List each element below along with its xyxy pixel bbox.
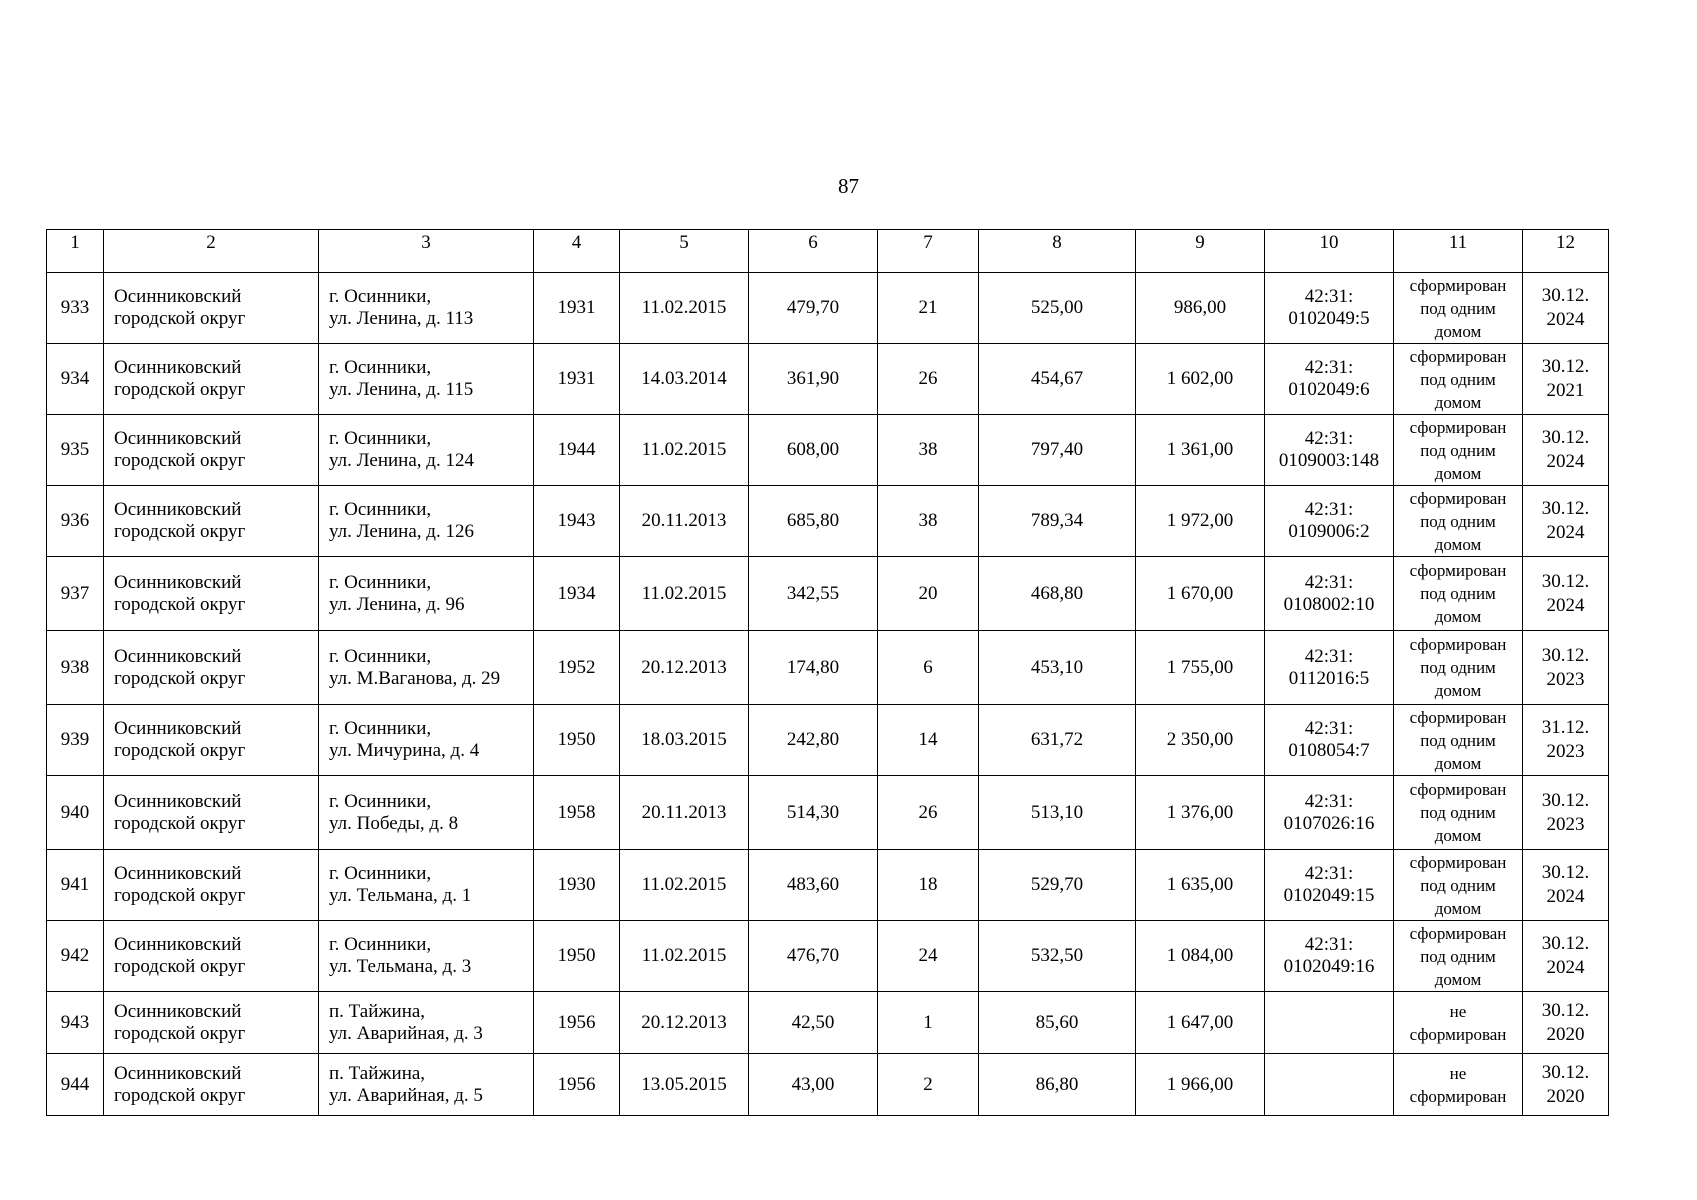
value-8-cell: 454,67 [979, 344, 1136, 415]
address-cell [319, 850, 534, 921]
deadline-cell-line: 30.12. [1541, 862, 1590, 883]
cadastral-cell [1265, 850, 1394, 921]
cadastral-cell-line: 0102049:15 [1283, 885, 1375, 906]
status-cell-line: под одним [1420, 511, 1496, 531]
address-cell [319, 1054, 534, 1116]
row-number: 944 [47, 1054, 104, 1116]
status-cell-line: сформирован [1409, 561, 1507, 580]
deadline-cell-line: 30.12. [1541, 356, 1590, 377]
value-6-cell: 514,30 [749, 776, 878, 850]
status-cell-line: не [1449, 1001, 1467, 1021]
municipality-cell-line: городской округ [114, 667, 246, 689]
address-cell-line: г. Осинники, [329, 571, 432, 593]
cadastral-cell-line: 42:31: [1304, 357, 1354, 378]
cadastral-cell-line: 42:31: [1304, 718, 1354, 739]
deadline-cell-line: 2024 [1546, 451, 1585, 472]
cadastral-cell-line: 42:31: [1304, 863, 1354, 884]
date-cell: 11.02.2015 [620, 850, 749, 921]
cadastral-cell-line: 0102049:6 [1288, 379, 1370, 400]
status-cell-line: под одним [1420, 946, 1496, 966]
value-8-cell: 789,34 [979, 486, 1136, 557]
address-cell [319, 344, 534, 415]
cadastral-cell [1265, 344, 1394, 415]
value-7-cell: 21 [878, 273, 979, 344]
deadline-cell-line: 2023 [1546, 813, 1585, 835]
address-cell-line: г. Осинники, [329, 934, 432, 955]
cadastral-cell [1265, 921, 1394, 992]
status-cell-line: сформирован [1409, 707, 1507, 727]
deadline-cell-line: 2024 [1546, 309, 1585, 330]
address-cell-line: г. Осинники, [329, 790, 432, 812]
deadline-cell-line: 30.12. [1541, 427, 1590, 448]
deadline-cell-line: 2024 [1546, 594, 1585, 616]
status-cell-line: сформирован [1409, 635, 1507, 654]
municipality-cell-line: городской округ [114, 740, 246, 761]
deadline-cell [1523, 1054, 1609, 1116]
address-cell [319, 557, 534, 631]
table-row [47, 850, 1609, 921]
municipality-cell [104, 705, 319, 776]
cadastral-cell-line: 0108054:7 [1288, 740, 1370, 761]
municipality-cell-line: городской округ [114, 379, 246, 400]
municipality-cell-line: городской округ [114, 956, 246, 977]
row-number: 935 [47, 415, 104, 486]
value-6-cell: 685,80 [749, 486, 878, 557]
deadline-cell-line: 2024 [1546, 886, 1585, 907]
value-7-cell: 26 [878, 344, 979, 415]
deadline-cell-line: 30.12. [1541, 789, 1590, 811]
value-8-cell: 631,72 [979, 705, 1136, 776]
address-cell [319, 415, 534, 486]
municipality-cell [104, 631, 319, 705]
address-cell-line: г. Осинники, [329, 863, 432, 884]
register-table [46, 229, 1609, 1116]
municipality-cell [104, 415, 319, 486]
deadline-cell-line: 2024 [1546, 957, 1585, 978]
municipality-cell-line: городской округ [114, 1084, 246, 1106]
status-cell-line: под одним [1420, 584, 1496, 603]
status-cell [1394, 776, 1523, 850]
status-cell-line: домом [1434, 753, 1482, 773]
deadline-cell [1523, 486, 1609, 557]
municipality-cell-line: Осинниковский [114, 428, 242, 449]
column-header: 12 [1523, 230, 1609, 273]
status-cell-line: сформирован [1409, 275, 1507, 295]
row-number: 940 [47, 776, 104, 850]
date-cell: 20.11.2013 [620, 486, 749, 557]
municipality-cell [104, 992, 319, 1054]
status-cell-line: сформирован [1409, 417, 1507, 437]
year-cell: 1931 [534, 273, 620, 344]
municipality-cell [104, 344, 319, 415]
address-cell-line: ул. Тельмана, д. 3 [329, 956, 472, 977]
address-cell-line: ул. Победы, д. 8 [329, 812, 459, 834]
table-row [47, 344, 1609, 415]
municipality-cell-line: Осинниковский [114, 1062, 242, 1084]
value-9-cell: 1 084,00 [1136, 921, 1265, 992]
deadline-cell-line: 2020 [1546, 1023, 1585, 1045]
municipality-cell-line: Осинниковский [114, 934, 242, 955]
municipality-cell-line: Осинниковский [114, 1000, 242, 1022]
date-cell: 13.05.2015 [620, 1054, 749, 1116]
deadline-cell-line: 2021 [1546, 380, 1585, 401]
deadline-cell-line: 2024 [1546, 522, 1585, 543]
column-header: 2 [104, 230, 319, 273]
value-6-cell: 608,00 [749, 415, 878, 486]
address-cell-line: г. Осинники, [329, 428, 432, 449]
year-cell: 1943 [534, 486, 620, 557]
status-cell [1394, 557, 1523, 631]
status-cell-line: домом [1434, 463, 1482, 483]
deadline-cell [1523, 344, 1609, 415]
value-7-cell: 2 [878, 1054, 979, 1116]
year-cell: 1958 [534, 776, 620, 850]
municipality-cell-line: городской округ [114, 450, 246, 471]
cadastral-cell [1265, 705, 1394, 776]
address-cell-line: ул. Ленина, д. 113 [329, 308, 474, 329]
cadastral-cell-line: 42:31: [1304, 790, 1354, 812]
deadline-cell [1523, 992, 1609, 1054]
municipality-cell-line: городской округ [114, 1022, 246, 1044]
status-cell-line: под одним [1420, 369, 1496, 389]
deadline-cell-line: 30.12. [1541, 644, 1590, 666]
row-number: 934 [47, 344, 104, 415]
status-cell [1394, 1054, 1523, 1116]
status-cell-line: под одним [1420, 440, 1496, 460]
address-cell-line: г. Осинники, [329, 286, 432, 307]
value-7-cell: 1 [878, 992, 979, 1054]
municipality-cell [104, 921, 319, 992]
cadastral-cell [1265, 992, 1394, 1054]
status-cell [1394, 415, 1523, 486]
deadline-cell-line: 30.12. [1541, 933, 1590, 954]
date-cell: 18.03.2015 [620, 705, 749, 776]
deadline-cell-line: 2023 [1546, 741, 1585, 762]
value-7-cell: 38 [878, 486, 979, 557]
column-header: 4 [534, 230, 620, 273]
status-cell-line: сформирован [1409, 1024, 1507, 1044]
address-cell-line: ул. М.Ваганова, д. 29 [329, 667, 501, 689]
value-9-cell: 1 376,00 [1136, 776, 1265, 850]
row-number: 943 [47, 992, 104, 1054]
status-cell-line: сформирован [1409, 780, 1507, 799]
value-6-cell: 43,00 [749, 1054, 878, 1116]
value-7-cell: 26 [878, 776, 979, 850]
address-cell-line: ул. Ленина, д. 126 [329, 521, 474, 542]
status-cell [1394, 705, 1523, 776]
year-cell: 1930 [534, 850, 620, 921]
value-8-cell: 797,40 [979, 415, 1136, 486]
cadastral-cell-line: 0102049:5 [1288, 308, 1370, 329]
status-cell-line: сформирован [1409, 488, 1507, 508]
column-header: 7 [878, 230, 979, 273]
status-cell [1394, 273, 1523, 344]
municipality-cell-line: городской округ [114, 308, 246, 329]
column-header: 3 [319, 230, 534, 273]
status-cell-line: под одним [1420, 803, 1496, 822]
status-cell-line: под одним [1420, 658, 1496, 677]
year-cell: 1956 [534, 992, 620, 1054]
status-cell-line: сформирован [1409, 852, 1507, 872]
cadastral-cell-line: 42:31: [1304, 645, 1354, 667]
status-cell-line: домом [1434, 607, 1482, 626]
value-8-cell: 85,60 [979, 992, 1136, 1054]
municipality-cell-line: городской округ [114, 593, 246, 615]
date-cell: 20.12.2013 [620, 631, 749, 705]
address-cell [319, 273, 534, 344]
deadline-cell [1523, 921, 1609, 992]
status-cell-line: под одним [1420, 730, 1496, 750]
table-row [47, 705, 1609, 776]
date-cell: 20.11.2013 [620, 776, 749, 850]
column-header: 6 [749, 230, 878, 273]
cadastral-cell-line: 0102049:16 [1283, 956, 1375, 977]
municipality-cell-line: Осинниковский [114, 718, 242, 739]
value-7-cell: 38 [878, 415, 979, 486]
status-cell-line: под одним [1420, 875, 1496, 895]
deadline-cell-line: 30.12. [1541, 1061, 1590, 1083]
municipality-cell-line: городской округ [114, 885, 246, 906]
table-row [47, 486, 1609, 557]
value-6-cell: 242,80 [749, 705, 878, 776]
deadline-cell-line: 30.12. [1541, 999, 1590, 1021]
status-cell-line: сформирован [1409, 346, 1507, 366]
status-cell-line: домом [1434, 321, 1482, 341]
address-cell-line: г. Осинники, [329, 357, 432, 378]
value-7-cell: 14 [878, 705, 979, 776]
deadline-cell [1523, 273, 1609, 344]
value-6-cell: 361,90 [749, 344, 878, 415]
status-cell-line: не [1449, 1063, 1467, 1083]
status-cell-line: домом [1434, 898, 1482, 918]
year-cell: 1931 [534, 344, 620, 415]
deadline-cell-line: 30.12. [1541, 570, 1590, 592]
address-cell-line: п. Тайжина, [329, 1062, 426, 1084]
column-number-row [47, 230, 1609, 273]
municipality-cell [104, 557, 319, 631]
row-number: 936 [47, 486, 104, 557]
municipality-cell-line: городской округ [114, 812, 246, 834]
value-8-cell: 453,10 [979, 631, 1136, 705]
municipality-cell-line: Осинниковский [114, 645, 242, 667]
address-cell-line: ул. Мичурина, д. 4 [329, 740, 480, 761]
value-6-cell: 476,70 [749, 921, 878, 992]
table-row [47, 273, 1609, 344]
cadastral-cell [1265, 631, 1394, 705]
deadline-cell [1523, 415, 1609, 486]
municipality-cell-line: Осинниковский [114, 499, 242, 520]
address-cell [319, 776, 534, 850]
row-number: 939 [47, 705, 104, 776]
date-cell: 11.02.2015 [620, 273, 749, 344]
year-cell: 1952 [534, 631, 620, 705]
value-9-cell: 1 972,00 [1136, 486, 1265, 557]
year-cell: 1950 [534, 921, 620, 992]
municipality-cell [104, 850, 319, 921]
value-9-cell: 1 966,00 [1136, 1054, 1265, 1116]
deadline-cell-line: 2023 [1546, 668, 1585, 690]
date-cell: 11.02.2015 [620, 557, 749, 631]
table-row [47, 1054, 1609, 1116]
municipality-cell-line: Осинниковский [114, 357, 242, 378]
cadastral-cell-line: 0109003:148 [1278, 450, 1380, 471]
table-row [47, 921, 1609, 992]
deadline-cell [1523, 705, 1609, 776]
value-8-cell: 86,80 [979, 1054, 1136, 1116]
value-7-cell: 18 [878, 850, 979, 921]
date-cell: 14.03.2014 [620, 344, 749, 415]
row-number: 942 [47, 921, 104, 992]
year-cell: 1934 [534, 557, 620, 631]
deadline-cell-line: 31.12. [1541, 717, 1590, 738]
column-header: 9 [1136, 230, 1265, 273]
address-cell-line: ул. Ленина, д. 115 [329, 379, 474, 400]
address-cell [319, 631, 534, 705]
status-cell-line: домом [1434, 969, 1482, 989]
column-header: 8 [979, 230, 1136, 273]
value-8-cell: 525,00 [979, 273, 1136, 344]
cadastral-cell-line: 0107026:16 [1283, 812, 1375, 834]
date-cell: 11.02.2015 [620, 415, 749, 486]
cadastral-cell-line: 42:31: [1304, 428, 1354, 449]
municipality-cell [104, 486, 319, 557]
address-cell-line: ул. Аварийная, д. 3 [329, 1022, 483, 1044]
cadastral-cell-line: 0112016:5 [1288, 667, 1370, 689]
cadastral-cell [1265, 557, 1394, 631]
address-cell [319, 705, 534, 776]
year-cell: 1944 [534, 415, 620, 486]
column-header: 5 [620, 230, 749, 273]
row-number: 938 [47, 631, 104, 705]
address-cell [319, 486, 534, 557]
municipality-cell-line: Осинниковский [114, 571, 242, 593]
address-cell-line: ул. Ленина, д. 96 [329, 593, 465, 615]
municipality-cell-line: Осинниковский [114, 286, 242, 307]
address-cell-line: ул. Тельмана, д. 1 [329, 885, 472, 906]
value-6-cell: 483,60 [749, 850, 878, 921]
status-cell-line: под одним [1420, 298, 1496, 318]
table-row [47, 776, 1609, 850]
status-cell [1394, 992, 1523, 1054]
status-cell-line: домом [1434, 826, 1482, 845]
value-9-cell: 1 670,00 [1136, 557, 1265, 631]
column-header: 1 [47, 230, 104, 273]
value-9-cell: 1 361,00 [1136, 415, 1265, 486]
value-7-cell: 24 [878, 921, 979, 992]
municipality-cell [104, 776, 319, 850]
column-header: 11 [1394, 230, 1523, 273]
municipality-cell [104, 273, 319, 344]
value-8-cell: 529,70 [979, 850, 1136, 921]
deadline-cell-line: 2020 [1546, 1085, 1585, 1107]
cadastral-cell [1265, 273, 1394, 344]
status-cell-line: домом [1434, 392, 1482, 412]
table-row [47, 631, 1609, 705]
address-cell [319, 992, 534, 1054]
value-8-cell: 468,80 [979, 557, 1136, 631]
status-cell [1394, 850, 1523, 921]
address-cell-line: ул. Ленина, д. 124 [329, 450, 474, 471]
value-6-cell: 342,55 [749, 557, 878, 631]
value-9-cell: 986,00 [1136, 273, 1265, 344]
cadastral-cell-line: 42:31: [1304, 499, 1354, 520]
table-row [47, 415, 1609, 486]
address-cell-line: г. Осинники, [329, 499, 432, 520]
value-6-cell: 42,50 [749, 992, 878, 1054]
address-cell [319, 921, 534, 992]
value-9-cell: 1 755,00 [1136, 631, 1265, 705]
value-9-cell: 1 647,00 [1136, 992, 1265, 1054]
deadline-cell [1523, 776, 1609, 850]
value-7-cell: 20 [878, 557, 979, 631]
municipality-cell-line: Осинниковский [114, 790, 242, 812]
date-cell: 20.12.2013 [620, 992, 749, 1054]
address-cell-line: г. Осинники, [329, 645, 432, 667]
status-cell [1394, 631, 1523, 705]
municipality-cell-line: Осинниковский [114, 863, 242, 884]
address-cell-line: г. Осинники, [329, 718, 432, 739]
year-cell: 1956 [534, 1054, 620, 1116]
value-9-cell: 1 635,00 [1136, 850, 1265, 921]
cadastral-cell [1265, 1054, 1394, 1116]
cadastral-cell-line: 42:31: [1304, 571, 1354, 593]
status-cell-line: домом [1434, 534, 1482, 554]
deadline-cell [1523, 631, 1609, 705]
status-cell [1394, 921, 1523, 992]
deadline-cell [1523, 850, 1609, 921]
cadastral-cell [1265, 776, 1394, 850]
table-body [47, 273, 1609, 1116]
cadastral-cell [1265, 415, 1394, 486]
address-cell-line: ул. Аварийная, д. 5 [329, 1084, 483, 1106]
address-cell-line: п. Тайжина, [329, 1000, 426, 1022]
table-row [47, 557, 1609, 631]
value-9-cell: 1 602,00 [1136, 344, 1265, 415]
year-cell: 1950 [534, 705, 620, 776]
cadastral-cell-line: 42:31: [1304, 286, 1354, 307]
cadastral-cell-line: 42:31: [1304, 934, 1354, 955]
deadline-cell-line: 30.12. [1541, 285, 1590, 306]
cadastral-cell [1265, 486, 1394, 557]
municipality-cell [104, 1054, 319, 1116]
status-cell-line: сформирован [1409, 1086, 1507, 1106]
row-number: 937 [47, 557, 104, 631]
value-8-cell: 513,10 [979, 776, 1136, 850]
cadastral-cell-line: 0108002:10 [1283, 593, 1375, 615]
row-number: 933 [47, 273, 104, 344]
deadline-cell [1523, 557, 1609, 631]
status-cell-line: домом [1434, 681, 1482, 700]
value-9-cell: 2 350,00 [1136, 705, 1265, 776]
value-6-cell: 479,70 [749, 273, 878, 344]
status-cell [1394, 344, 1523, 415]
value-7-cell: 6 [878, 631, 979, 705]
value-6-cell: 174,80 [749, 631, 878, 705]
page-number: 87 [838, 174, 859, 198]
table-row [47, 992, 1609, 1054]
cadastral-cell-line: 0109006:2 [1288, 521, 1370, 542]
column-header: 10 [1265, 230, 1394, 273]
row-number: 941 [47, 850, 104, 921]
municipality-cell-line: городской округ [114, 521, 246, 542]
status-cell-line: сформирован [1409, 923, 1507, 943]
value-8-cell: 532,50 [979, 921, 1136, 992]
date-cell: 11.02.2015 [620, 921, 749, 992]
status-cell [1394, 486, 1523, 557]
deadline-cell-line: 30.12. [1541, 498, 1590, 519]
